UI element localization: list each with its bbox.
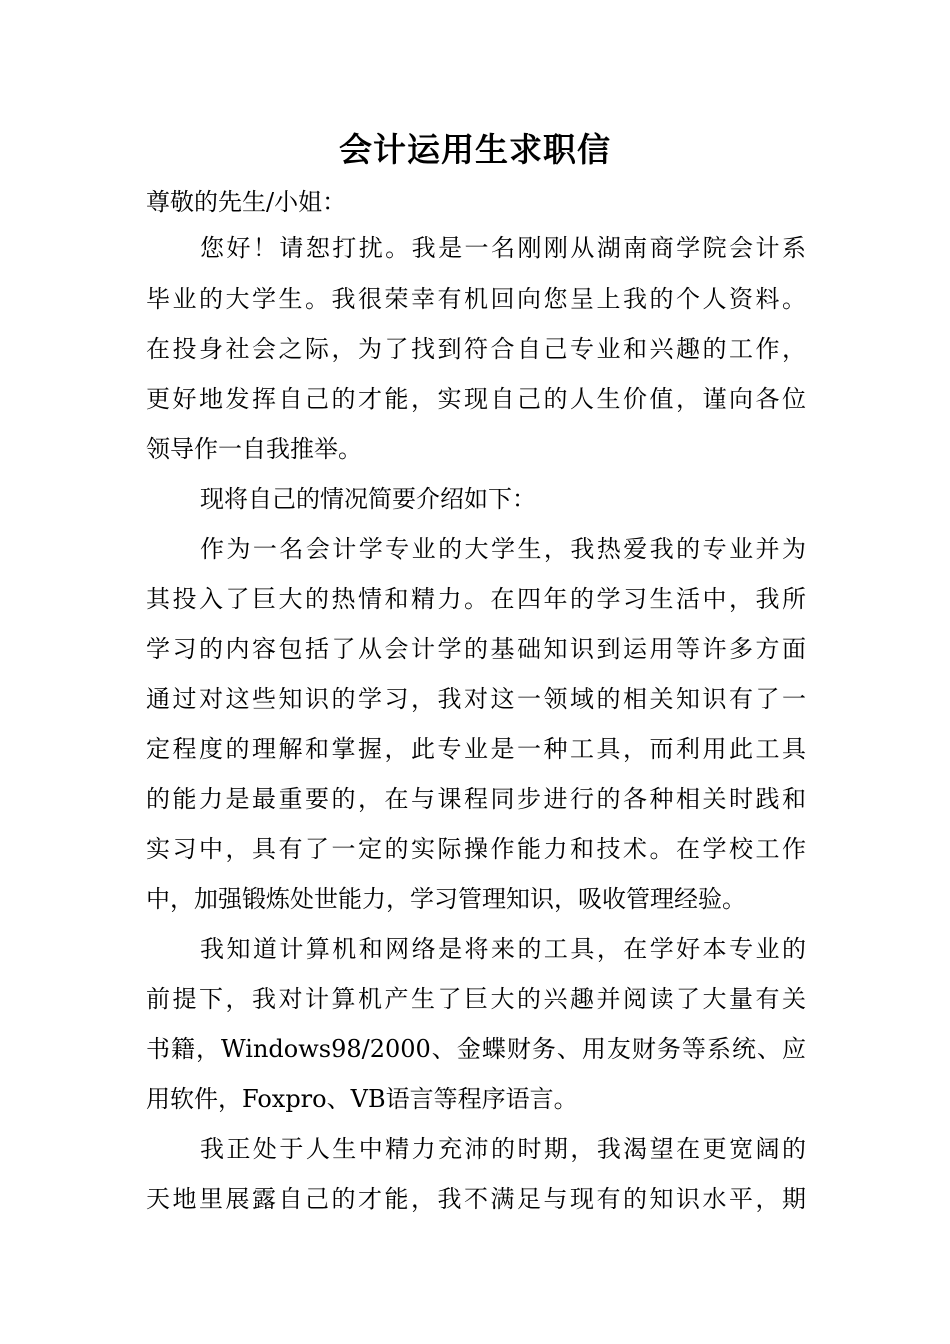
body-line: 领导作一自我推举。	[146, 435, 362, 463]
body-line: 通过对这些知识的学习，我对这一领域的相关知识有了一	[146, 685, 806, 713]
body-line: 更好地发挥自己的才能，实现自己的人生价值，谨向各位	[146, 385, 806, 413]
body-line: 天地里展露自己的才能，我不满足与现有的知识水平，期	[146, 1185, 806, 1213]
body-line: 前提下，我对计算机产生了巨大的兴趣并阅读了大量有关	[146, 985, 806, 1013]
body-line: 用软件，Foxpro、VB语言等程序语言。	[146, 1085, 578, 1113]
body-line: 其投入了巨大的热情和精力。在四年的学习生活中，我所	[146, 585, 806, 613]
body-line: 我正处于人生中精力充沛的时期，我渴望在更宽阔的	[200, 1135, 806, 1163]
body-line: 我知道计算机和网络是将来的工具，在学好本专业的	[200, 935, 806, 963]
body-line: 的能力是最重要的，在与课程同步进行的各种相关时践和	[146, 785, 806, 813]
body-line: 书籍，Windows98/2000、金蝶财务、用友财务等系统、应	[146, 1035, 806, 1063]
body-line: 毕业的大学生。我很荣幸有机回向您呈上我的个人资料。	[146, 285, 806, 313]
body-line: 现将自己的情况简要介绍如下：	[200, 485, 536, 513]
salutation: 尊敬的先生/小姐：	[146, 188, 347, 216]
body-line: 作为一名会计学专业的大学生，我热爱我的专业并为	[200, 535, 806, 563]
body-line: 实习中，具有了一定的实际操作能力和技术。在学校工作	[146, 835, 806, 863]
body-line: 中，加强锻炼处世能力，学习管理知识，吸收管理经验。	[146, 885, 746, 913]
body-line: 学习的内容包括了从会计学的基础知识到运用等许多方面	[146, 635, 806, 663]
body-line: 在投身社会之际，为了找到符合自己专业和兴趣的工作，	[146, 335, 806, 363]
body-line: 定程度的理解和掌握，此专业是一种工具，而利用此工具	[146, 735, 806, 763]
body-line: 您好！请恕打扰。我是一名刚刚从湖南商学院会计系	[200, 234, 806, 262]
document-title: 会计运用生求职信	[339, 130, 611, 169]
